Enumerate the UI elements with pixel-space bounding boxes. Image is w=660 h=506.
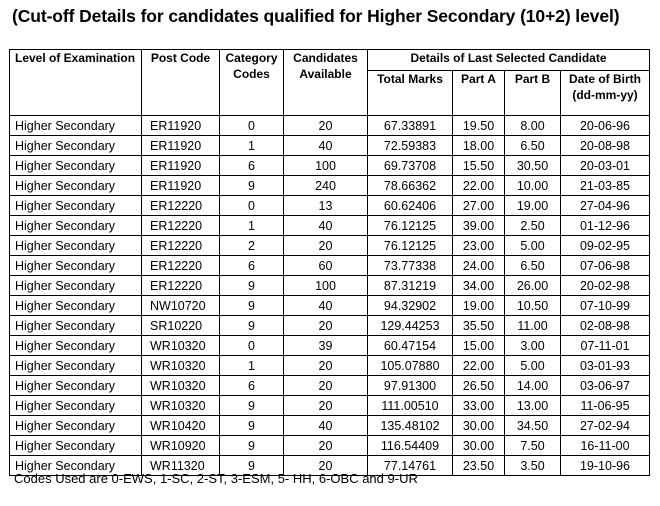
cell-category-code: 9 [220, 276, 284, 296]
cell-date-of-birth: 19-10-96 [561, 456, 650, 476]
cell-total-marks: 116.54409 [368, 436, 453, 456]
cell-part-b: 10.00 [505, 176, 561, 196]
cell-date-of-birth: 03-01-93 [561, 356, 650, 376]
cell-part-a: 39.00 [453, 216, 505, 236]
cell-candidates-available: 20 [284, 456, 368, 476]
cell-post-code: WR10420 [142, 416, 220, 436]
cell-post-code: WR10320 [142, 396, 220, 416]
cell-part-b: 5.00 [505, 356, 561, 376]
cell-part-a: 19.00 [453, 296, 505, 316]
header-category-codes: Category Codes [220, 50, 284, 116]
table-row [10, 436, 650, 456]
cell-candidates-available: 13 [284, 196, 368, 216]
cell-level: Higher Secondary [10, 176, 142, 196]
cell-total-marks: 72.59383 [368, 136, 453, 156]
table-row [10, 416, 650, 436]
cell-total-marks: 67.33891 [368, 116, 453, 136]
cell-date-of-birth: 03-06-97 [561, 376, 650, 396]
cell-level: Higher Secondary [10, 436, 142, 456]
cell-level: Higher Secondary [10, 136, 142, 156]
cell-category-code: 6 [220, 156, 284, 176]
cell-candidates-available: 40 [284, 216, 368, 236]
cell-post-code: WR10920 [142, 436, 220, 456]
cell-level: Higher Secondary [10, 336, 142, 356]
cell-part-b: 19.00 [505, 196, 561, 216]
cell-part-a: 23.50 [453, 456, 505, 476]
cell-post-code: NW10720 [142, 296, 220, 316]
cell-part-a: 33.00 [453, 396, 505, 416]
table-row [10, 396, 650, 416]
cell-post-code: ER12220 [142, 236, 220, 256]
cell-part-b: 10.50 [505, 296, 561, 316]
cell-category-code: 9 [220, 436, 284, 456]
table-row [10, 196, 650, 216]
cell-part-b: 3.00 [505, 336, 561, 356]
cell-part-a: 34.00 [453, 276, 505, 296]
cell-category-code: 2 [220, 236, 284, 256]
cell-level: Higher Secondary [10, 376, 142, 396]
cell-part-b: 6.50 [505, 136, 561, 156]
table-row [10, 356, 650, 376]
cell-date-of-birth: 07-10-99 [561, 296, 650, 316]
cell-total-marks: 105.07880 [368, 356, 453, 376]
cell-category-code: 9 [220, 396, 284, 416]
cell-part-b: 13.00 [505, 396, 561, 416]
page-title: (Cut-off Details for candidates qualified for Higher Secondary (10+2) level) [12, 6, 620, 26]
cell-post-code: ER12220 [142, 276, 220, 296]
cell-part-b: 2.50 [505, 216, 561, 236]
cell-category-code: 6 [220, 256, 284, 276]
cell-total-marks: 135.48102 [368, 416, 453, 436]
cell-level: Higher Secondary [10, 316, 142, 336]
cell-candidates-available: 40 [284, 296, 368, 316]
cell-level: Higher Secondary [10, 396, 142, 416]
cell-part-a: 30.00 [453, 436, 505, 456]
cell-candidates-available: 40 [284, 136, 368, 156]
cell-category-code: 1 [220, 136, 284, 156]
cell-total-marks: 69.73708 [368, 156, 453, 176]
cell-part-a: 15.50 [453, 156, 505, 176]
codes-footnote: Codes Used are 0-EWS, 1-SC, 2-ST, 3-ESM, 5- HH, 6-OBC and 9-UR [14, 471, 418, 486]
cell-post-code: ER11920 [142, 176, 220, 196]
table-body [10, 116, 650, 476]
cell-candidates-available: 20 [284, 356, 368, 376]
table-row [10, 316, 650, 336]
cell-part-b: 26.00 [505, 276, 561, 296]
cell-part-b: 6.50 [505, 256, 561, 276]
table-row [10, 216, 650, 236]
table-row [10, 236, 650, 256]
cell-date-of-birth: 27-02-94 [561, 416, 650, 436]
header-total-marks: Total Marks [368, 71, 453, 116]
cell-part-b: 5.00 [505, 236, 561, 256]
cell-date-of-birth: 20-03-01 [561, 156, 650, 176]
cell-category-code: 0 [220, 116, 284, 136]
cell-post-code: ER12220 [142, 256, 220, 276]
cell-date-of-birth: 07-11-01 [561, 336, 650, 356]
cell-total-marks: 76.12125 [368, 236, 453, 256]
cell-post-code: WR10320 [142, 336, 220, 356]
cell-candidates-available: 20 [284, 316, 368, 336]
cell-category-code: 6 [220, 376, 284, 396]
cell-total-marks: 87.31219 [368, 276, 453, 296]
header-post-code: Post Code [142, 50, 220, 116]
cell-part-a: 15.00 [453, 336, 505, 356]
table-row [10, 116, 650, 136]
table-row [10, 376, 650, 396]
cell-category-code: 9 [220, 296, 284, 316]
cell-total-marks: 73.77338 [368, 256, 453, 276]
cell-category-code: 9 [220, 176, 284, 196]
cell-level: Higher Secondary [10, 276, 142, 296]
cell-category-code: 9 [220, 456, 284, 476]
cell-part-a: 30.00 [453, 416, 505, 436]
table-row [10, 176, 650, 196]
cell-part-a: 18.00 [453, 136, 505, 156]
cell-candidates-available: 100 [284, 156, 368, 176]
cell-total-marks: 94.32902 [368, 296, 453, 316]
cell-level: Higher Secondary [10, 236, 142, 256]
cell-part-b: 8.00 [505, 116, 561, 136]
cell-part-b: 3.50 [505, 456, 561, 476]
cell-level: Higher Secondary [10, 416, 142, 436]
cell-post-code: WR11320 [142, 456, 220, 476]
cell-part-b: 34.50 [505, 416, 561, 436]
cell-candidates-available: 100 [284, 276, 368, 296]
cell-candidates-available: 39 [284, 336, 368, 356]
cell-candidates-available: 40 [284, 416, 368, 436]
cell-part-b: 14.00 [505, 376, 561, 396]
cell-total-marks: 60.62406 [368, 196, 453, 216]
cell-date-of-birth: 20-02-98 [561, 276, 650, 296]
table-row [10, 156, 650, 176]
table-row [10, 336, 650, 356]
cell-category-code: 0 [220, 336, 284, 356]
cell-candidates-available: 20 [284, 436, 368, 456]
cell-part-a: 19.50 [453, 116, 505, 136]
cell-level: Higher Secondary [10, 456, 142, 476]
cell-candidates-available: 20 [284, 376, 368, 396]
cell-date-of-birth: 20-08-98 [561, 136, 650, 156]
cell-part-a: 22.00 [453, 356, 505, 376]
cell-category-code: 1 [220, 216, 284, 236]
cell-level: Higher Secondary [10, 256, 142, 276]
cell-part-a: 22.00 [453, 176, 505, 196]
cell-post-code: WR10320 [142, 376, 220, 396]
cell-level: Higher Secondary [10, 196, 142, 216]
cell-part-a: 23.00 [453, 236, 505, 256]
cell-level: Higher Secondary [10, 156, 142, 176]
cell-total-marks: 129.44253 [368, 316, 453, 336]
cell-date-of-birth: 27-04-96 [561, 196, 650, 216]
cell-post-code: ER11920 [142, 156, 220, 176]
cell-part-a: 27.00 [453, 196, 505, 216]
cell-candidates-available: 20 [284, 116, 368, 136]
table-row [10, 296, 650, 316]
cell-candidates-available: 240 [284, 176, 368, 196]
cell-total-marks: 76.12125 [368, 216, 453, 236]
cell-category-code: 0 [220, 196, 284, 216]
cell-date-of-birth: 20-06-96 [561, 116, 650, 136]
cutoff-table [9, 49, 650, 476]
header-date-of-birth: Date of Birth (dd-mm-yy) [561, 71, 650, 116]
cell-part-a: 35.50 [453, 316, 505, 336]
cell-total-marks: 111.00510 [368, 396, 453, 416]
cell-level: Higher Secondary [10, 296, 142, 316]
cell-candidates-available: 60 [284, 256, 368, 276]
cell-total-marks: 77.14761 [368, 456, 453, 476]
cell-part-b: 7.50 [505, 436, 561, 456]
header-part-b: Part B [505, 71, 561, 116]
cell-date-of-birth: 11-06-95 [561, 396, 650, 416]
cell-category-code: 1 [220, 356, 284, 376]
cell-post-code: ER12220 [142, 196, 220, 216]
cell-part-a: 24.00 [453, 256, 505, 276]
cell-total-marks: 60.47154 [368, 336, 453, 356]
cell-level: Higher Secondary [10, 116, 142, 136]
cell-category-code: 9 [220, 316, 284, 336]
cell-candidates-available: 20 [284, 236, 368, 256]
header-level: Level of Examination [10, 50, 142, 116]
table-row [10, 276, 650, 296]
cell-date-of-birth: 07-06-98 [561, 256, 650, 276]
header-part-a: Part A [453, 71, 505, 116]
cell-post-code: ER11920 [142, 136, 220, 156]
cell-candidates-available: 20 [284, 396, 368, 416]
cell-date-of-birth: 21-03-85 [561, 176, 650, 196]
cell-total-marks: 78.66362 [368, 176, 453, 196]
cell-total-marks: 97.91300 [368, 376, 453, 396]
cell-part-b: 11.00 [505, 316, 561, 336]
cell-date-of-birth: 16-11-00 [561, 436, 650, 456]
header-candidates-available: Candidates Available [284, 50, 368, 116]
cell-level: Higher Secondary [10, 356, 142, 376]
cell-post-code: SR10220 [142, 316, 220, 336]
cell-category-code: 9 [220, 416, 284, 436]
cell-post-code: ER11920 [142, 116, 220, 136]
cell-post-code: ER12220 [142, 216, 220, 236]
cell-post-code: WR10320 [142, 356, 220, 376]
cell-level: Higher Secondary [10, 216, 142, 236]
cell-date-of-birth: 09-02-95 [561, 236, 650, 256]
cell-date-of-birth: 02-08-98 [561, 316, 650, 336]
table-row [10, 136, 650, 156]
cell-part-b: 30.50 [505, 156, 561, 176]
cell-part-a: 26.50 [453, 376, 505, 396]
table-row [10, 256, 650, 276]
cell-date-of-birth: 01-12-96 [561, 216, 650, 236]
header-last-selected-details: Details of Last Selected Candidate [368, 50, 650, 71]
